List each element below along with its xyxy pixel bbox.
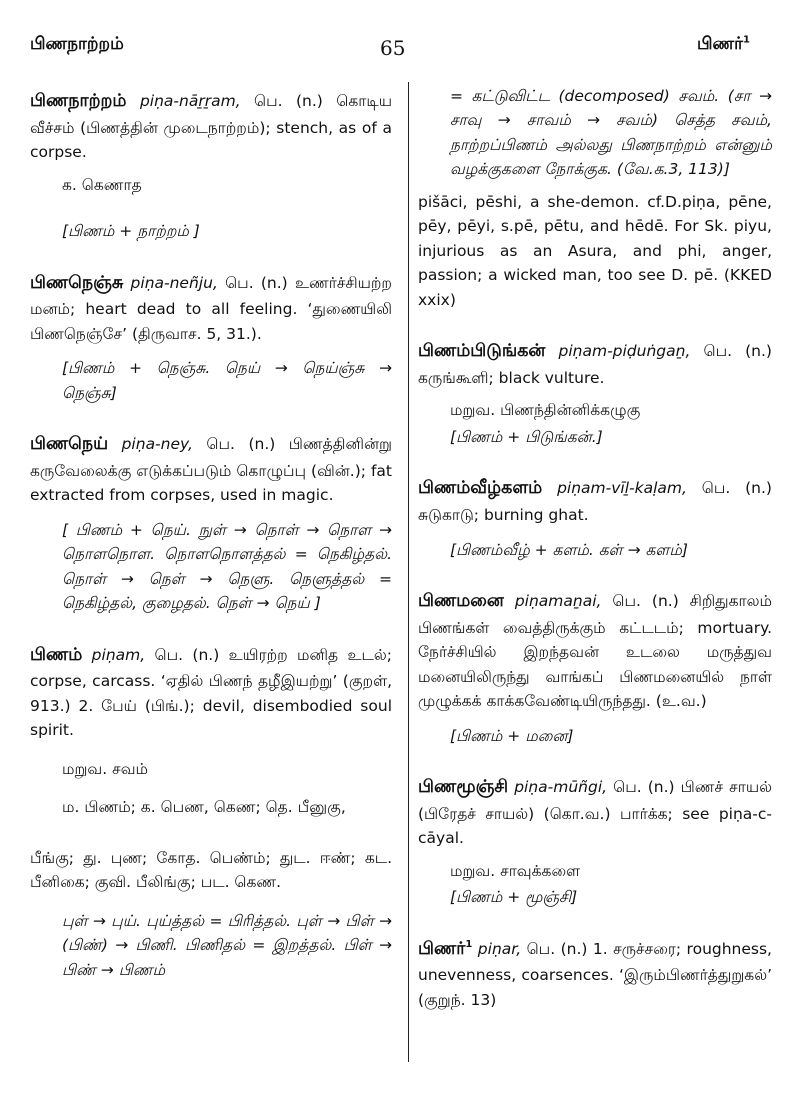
headword: பிணமனை	[418, 591, 504, 612]
etymology: புள் → புய். புய்த்தல் = பிரித்தல். புள் → பிள் → (பிண்) → பிணி. பிணிதல் = இறத்தல். பிள் → பிண் → பிணம்	[62, 911, 392, 979]
transliteration: piṇa-neñju,	[130, 273, 218, 292]
entry	[30, 642, 392, 982]
cognate-line: ம. பிணம்; க. பெண, கெண; தெ. பீனுகு,	[62, 798, 346, 817]
etymology: [பிணம் + நெஞ்சு. நெய் → நெய்ஞ்சு → நெஞ்சு]	[62, 359, 392, 402]
entry	[418, 338, 772, 449]
entry	[418, 588, 772, 748]
etymology: [பிணம் + மனை]	[450, 726, 574, 745]
etymology: [பிணம் + நாற்றம் ]	[62, 222, 200, 241]
definition: பெ. (n.) கொடிய வீச்சம் (பிணத்தின் முடைநாற்றம்); stench, as of a corpse.	[30, 92, 392, 162]
synonym-line: மறுவ. பிணந்தின்னிக்கழுகு	[450, 401, 641, 420]
transliteration: piṇar,	[477, 939, 522, 958]
headword: பிணர்$^1$	[418, 938, 473, 959]
synonym-line: மறுவ. சாவுக்களை	[450, 861, 581, 880]
headword: பிணம்வீழ்களம்	[418, 478, 543, 499]
definition: பெ. (n.) 1. சருச்சரை; roughness, unevenness, coarsences. ‘இரும்பிணர்த்துறுகல்’ (குறுந். 13)	[418, 939, 772, 1009]
header-right-guideword: பிணர்$^1$	[697, 34, 750, 54]
column-divider	[408, 82, 409, 1062]
headword: பிணமூஞ்சி	[418, 777, 509, 798]
transliteration: piṇa-mūñgi,	[514, 778, 608, 797]
left-column	[30, 88, 392, 1008]
definition: பெ. (n.) சிறிதுகாலம் பிணங்கள் வைத்திருக்கும் கட்டடம்; mortuary. நேர்ச்சியில் இறந்தவன் உடலை மருத்துவ மனையிலிருந்து வாங்கப் பிணமனையில் நாள் முழுக்கக் காக்கவேண்டியிருந்தது. (உ.வ.)	[418, 592, 772, 711]
entry	[30, 431, 392, 616]
header-left-guideword: பிணநாற்றம்	[30, 34, 124, 54]
entry	[30, 270, 392, 406]
transliteration: piṇa-nāṟṟam,	[139, 92, 241, 110]
headword: பிணநெய்	[30, 434, 109, 455]
cognate-line: பீங்கு; து. புண; கோத. பெண்ம்; துட. ஈண்; கட. பீனிகை; குவி. பீலிங்கு; பட. கெண.	[30, 848, 392, 892]
entry	[30, 88, 392, 244]
entry	[418, 936, 772, 1013]
entry	[418, 475, 772, 562]
definition: பெ. (n.) பிணச் சாயல் (பிரேதச் சாயல்) (கொ.வ.) பார்க்க; see piṇa-c-cāyal.	[418, 778, 772, 848]
transliteration: piṇam-piḍuṅgaṉ,	[558, 342, 691, 361]
english-note: pišāci, pēshi, a she-demon. cf.D.piṇa, pēne, pēy, pēyi, s.pē, pētu, and hēdē. For Sk. piyu, injurious as an Asura, and phi, anger, passion; a wicked man, too see D. pē. (KKED xxix)	[418, 192, 772, 309]
transliteration: piṇa-ney,	[121, 435, 193, 454]
definition: பெ. (n.) உணர்ச்சியற்ற மனம்; heart dead to all feeling. ‘துணையிலி பிணநெஞ்சே’ (திருவாச. 5, 31.).	[30, 273, 392, 343]
headword: பிணம்	[30, 644, 83, 665]
headword: பிணநாற்றம்	[30, 91, 127, 111]
entry	[418, 774, 772, 910]
page-number: 65	[380, 36, 406, 60]
etymology: [பிணம் + பிடுங்கன்.]	[450, 427, 603, 446]
synonym-line: மறுவ. சவம்	[62, 759, 149, 778]
etymology: [பிணம்வீழ் + களம். கள் → களம்]	[450, 540, 688, 559]
transliteration: piṇam-vīḻ-kaḷam,	[557, 479, 687, 498]
definition: பெ. (n.) பிணத்தினின்று கருவேலைக்கு எடுக்கப்படும் கொழுப்பு (வின்.); fat extracted from corpses, used in magic.	[30, 435, 392, 505]
etymology: [பிணம் + மூஞ்சி]	[450, 888, 578, 907]
etymology: [ பிணம் + நெய். நுள் → நொள் → நொள → நொளநொள. நொளநொளத்தல் = நெகிழ்தல். நொள் → நெள் → நெளு. நெளுத்தல் = நெகிழ்தல், குழைதல். நெள் → நெய் ]	[62, 520, 392, 613]
transliteration: piṇamaṉai,	[514, 592, 602, 611]
transliteration: piṇam,	[91, 645, 146, 664]
headword: பிணநெஞ்சு	[30, 272, 124, 293]
cognate-line: க. கெணாத	[62, 175, 142, 194]
headword: பிணம்பிடுங்கன்	[418, 341, 546, 362]
etymology: = கட்டுவிட்ட (decomposed) சவம். (சா → சாவு → சாவம் → சவம்) செத்த சவம், நாற்றப்பிணம் அல்லது பிணநாற்றம் என்னும் வழக்குகளை நோக்குக. (வே.க.3, 113)]	[450, 87, 772, 179]
definition: பெ. (n.) உயிரற்ற மனித உடல்; corpse, carcass. ‘ஏதில் பிணந் தழீஇயற்று’ (குறள், 913.) 2. பேய் (பிங்.); devil, disembodied soul spirit.	[30, 645, 392, 740]
definition: பெ. (n.) சுடுகாடு; burning ghat.	[418, 479, 772, 525]
entry-continuation	[418, 84, 772, 312]
right-column	[418, 84, 772, 1038]
definition: பெ. (n.) கருங்கூளி; black vulture.	[418, 342, 772, 387]
